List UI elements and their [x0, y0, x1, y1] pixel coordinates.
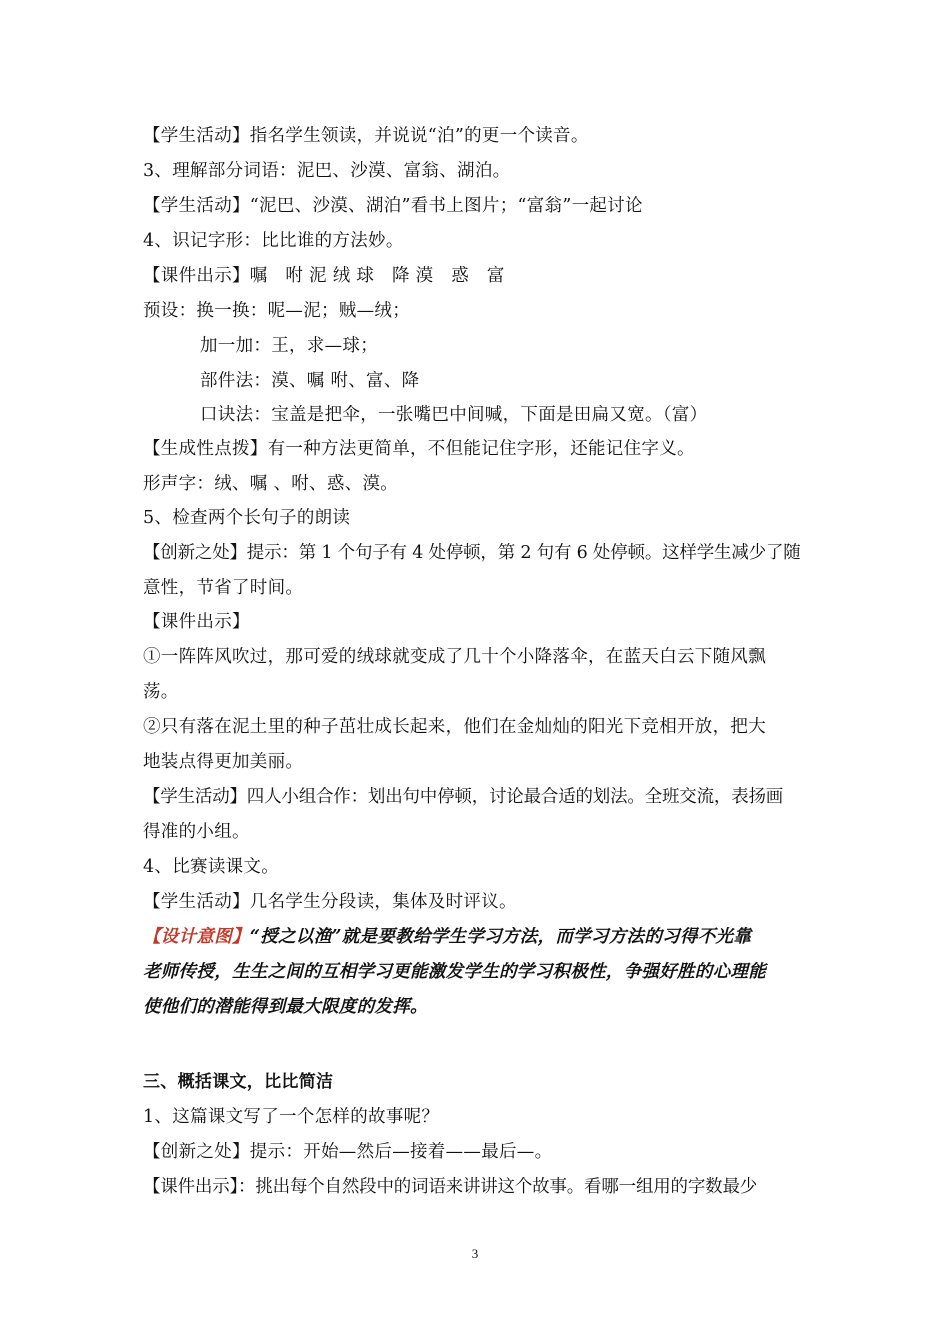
text-line: 4、比赛读课文。	[143, 857, 280, 877]
text-line: 【课件出示】嘱 咐 泥 绒 球 降 漠 惑 富	[143, 266, 505, 286]
text-line: 【学生活动】指名学生领读，并说说“泊”的更一个读音。	[143, 126, 589, 146]
text-line: 得准的小组。	[143, 822, 250, 842]
text-line: 【学生活动】几名学生分段读，集体及时评议。	[143, 892, 517, 912]
text-line: 【学生活动】四人小组合作：划出句中停顿，讨论最合适的划法。全班交流，表扬画	[143, 787, 784, 807]
text-line: 加一加：王，求—球；	[200, 336, 378, 356]
design-intent-label: 【设计意图】	[143, 927, 250, 947]
text-line: ②只有落在泥土里的种子茁壮成长起来，他们在金灿灿的阳光下竞相开放，把大	[143, 717, 766, 737]
text-line: 【课件出示】：挑出每个自然段中的词语来讲讲这个故事。看哪一组用的字数最少	[143, 1177, 758, 1197]
text-line: 【创新之处】提示：第 1 个句子有 4 处停顿，第 2 句有 6 处停顿。这样学生减少了随	[143, 543, 801, 563]
page-number: 3	[471, 1246, 479, 1261]
design-intent-line: 使他们的潜能得到最大限度的发挥。	[143, 997, 428, 1017]
text-line: 荡。	[143, 682, 179, 702]
text-line: 1、这篇课文写了一个怎样的故事呢？	[143, 1107, 440, 1127]
text-line: 部件法：漠、嘱 咐、富、降	[200, 371, 420, 391]
text-line: 形声字：绒、嘱 、咐、惑、漠。	[143, 474, 399, 494]
text-line: ①一阵阵风吹过，那可爱的绒球就变成了几十个小降落伞，在蓝天白云下随风飘	[143, 647, 766, 667]
text-line: 3、理解部分词语：泥巴、沙漠、富翁、湖泊。	[143, 161, 511, 181]
design-intent-line: 老师传授，生生之间的互相学习更能激发学生的学习积极性，争强好胜的心理能	[143, 962, 766, 982]
text-line: 意性，节省了时间。	[143, 578, 304, 598]
text-line: 【创新之处】提示：开始—然后—接着——最后—。	[143, 1142, 553, 1162]
design-intent-text: “授之以渔”就是要教给学生学习方法，而学习方法的习得不光靠	[249, 927, 752, 947]
section-heading: 三、概括课文，比比简洁	[143, 1072, 334, 1092]
text-line: 5、检查两个长句子的朗读	[143, 508, 351, 528]
text-line: 口诀法：宝盖是把伞，一张嘴巴中间喊，下面是田扁又宽。（富）	[200, 405, 708, 425]
design-intent-line	[143, 925, 810, 949]
text-line: 地装点得更加美丽。	[143, 752, 304, 772]
text-line: 预设：换一换：呢—泥；贼—绒；	[143, 301, 410, 321]
text-line: 【学生活动】“泥巴、沙漠、湖泊”看书上图片；“富翁”一起讨论	[143, 196, 643, 216]
text-line: 【课件出示】	[143, 612, 250, 632]
text-line: 4、识记字形：比比谁的方法妙。	[143, 231, 404, 251]
text-line: 【生成性点拨】有一种方法更简单，不但能记住字形，还能记住字义。	[143, 439, 695, 459]
